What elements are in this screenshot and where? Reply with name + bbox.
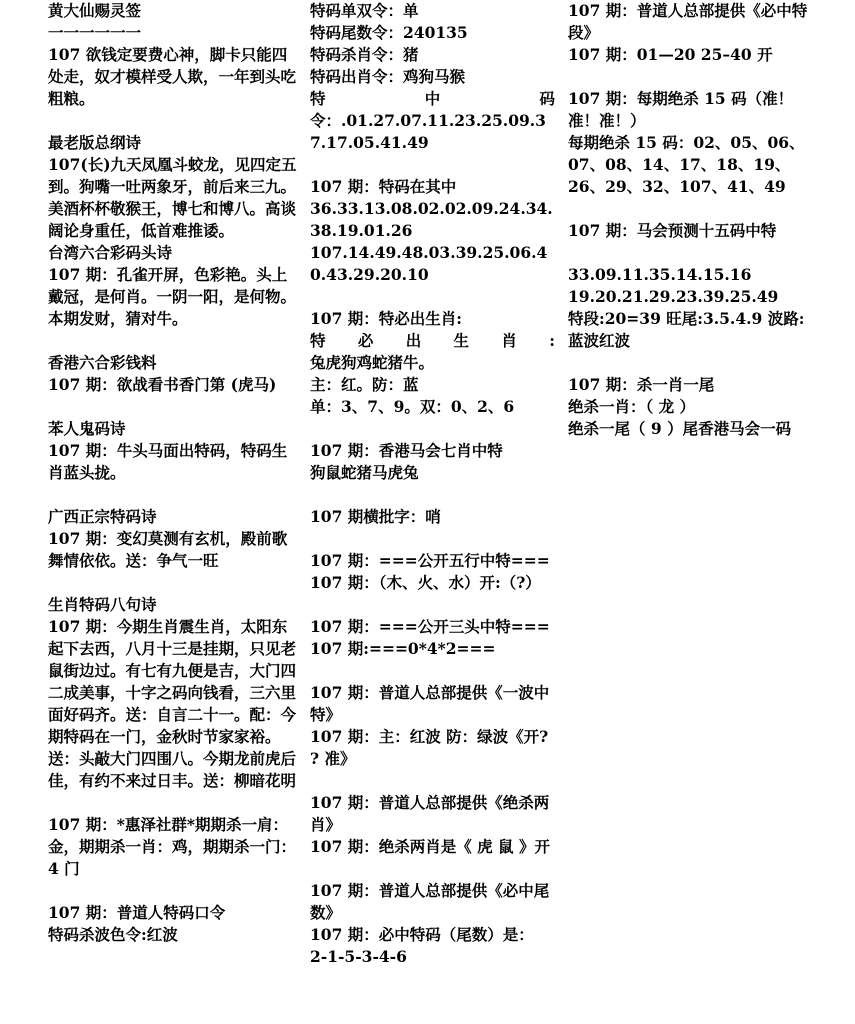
paragraph-guangxi-poem: 107 期：变幻莫测有玄机，殿前歌舞情依依。送：争气一旺 xyxy=(48,529,288,570)
kill-fifteen-numbers: 每期绝杀 15 码：02、05、06、07、08、14、17、18、19、26、29、32、107、41、49 xyxy=(568,133,805,196)
paragraph-command-wave: 特码杀波色令:红波 xyxy=(48,925,178,944)
out-zodiac-command: 特码出肖令：鸡狗马猴 xyxy=(310,67,466,86)
must-zodiac-heading: 107 期：特必出生肖: xyxy=(310,309,462,328)
one-wave-heading: 107 期：普道人总部提供《一波中特》 xyxy=(310,683,550,724)
fifteen-codes-row-2: 19.20.21.29.23.39.25.49 xyxy=(568,287,779,306)
paragraph-hk-money: 107 期：欲战看书香门第 (虎马) xyxy=(48,375,277,394)
kill-one-tail: 绝杀一尾（ 9 ）尾香港马会一码 xyxy=(568,419,792,438)
special-code-heading: 特 中 码 xyxy=(310,89,555,108)
paragraph-ghost-poem: 107 期：牛头马面出特码，特码生肖蓝头拢。 xyxy=(48,441,288,482)
title-guangxi-poem: 广西正宗特码诗 xyxy=(48,507,157,526)
three-heads-value: 107 期:===0*4*2=== xyxy=(310,639,496,658)
segment-tail-wave: 特段:20=39 旺尾:3.5.4.9 波路:蓝波红波 xyxy=(568,309,805,350)
five-elements-heading: 107 期：===公开五行中特=== xyxy=(310,551,550,570)
spacer xyxy=(310,594,555,616)
paragraph-fortune: 107 欲钱定要费心神，脚卡只能四处走，奴才模样受人欺，一年到头吃粗粮。 xyxy=(48,45,297,108)
kill-two-value: 107 期：绝杀两肖是《 虎 鼠 》开 xyxy=(310,837,550,856)
kill-one-heading: 107 期：杀一肖一尾 xyxy=(568,375,715,394)
three-heads-heading: 107 期：===公开三头中特=== xyxy=(310,617,550,636)
special-segment-value: 107 期：01—20 25–40 开 xyxy=(568,45,773,64)
title-zonggang-poem: 最老版总纲诗 xyxy=(48,133,142,152)
kill-one-zodiac: 绝杀一肖：（ 龙 ） xyxy=(568,397,696,416)
paragraph-zonggang-poem: 107(长)九天凤凰斗蛟龙，见四定五到。狗嘴一吐两象牙，前后来三九。美酒杯杯敬猴王，博七和博八。高谈阔论身重任，低首难推诿。 xyxy=(48,155,297,240)
seven-zodiac-heading: 107 期：香港马会七肖中特 xyxy=(310,441,503,460)
tail-numbers-label: 107 期：必中特码（尾数）是： xyxy=(310,925,534,944)
kill-fifteen-heading: 107 期：每期绝杀 15 码（准！准！准！） xyxy=(568,89,794,130)
special-code-numbers: 令：.01.27.07.11.23.25.09.37.17.05.41.49 xyxy=(310,111,546,152)
paragraph-command-head: 107 期：普道人特码口令 xyxy=(48,903,226,922)
kill-two-heading: 107 期：普道人总部提供《绝杀两肖》 xyxy=(310,793,550,834)
middle-column xyxy=(310,0,555,968)
paragraph-kill-one: 107 期：*惠泽社群*期期杀一肩：金，期期杀一肖：鸡，期期杀一门：4 门 xyxy=(48,815,297,878)
seven-zodiac-animals: 狗鼠蛇猪马虎兔 xyxy=(310,463,419,482)
kill-zodiac-command: 特码杀肖令：猪 xyxy=(310,45,419,64)
special-segment-heading: 107 期：普道人总部提供《必中特段》 xyxy=(568,1,808,42)
must-zodiac-animals: 兔虎狗鸡蛇猪牛。 xyxy=(310,353,435,372)
title-ghost-poem: 苯人鬼码诗 xyxy=(48,419,126,438)
title-hk-money: 香港六合彩钱料 xyxy=(48,353,157,372)
block-in-it-numbers-2: 107.14.49.48.03.39.25.06.40.43.29.20.10 xyxy=(310,243,548,284)
right-column xyxy=(568,0,818,440)
spacer xyxy=(310,660,555,682)
tail-numbers-value: 2-1-5-3-4-6 xyxy=(310,947,407,966)
fifteen-codes-row-1: 33.09.11.35.14.15.16 xyxy=(568,265,752,284)
paragraph-taiwan-poem: 107 期：孔雀开屏，色彩艳。头上戴冠，是何肖。一阴一阳，是何物。本期发财，猜对牛。 xyxy=(48,265,297,328)
must-zodiac-wave: 主：红。防：蓝 xyxy=(310,375,419,394)
must-zodiac-parity: 单：3、7、9。双：0、2、6 xyxy=(310,397,515,416)
tail-numbers-heading: 107 期：普道人总部提供《必中尾数》 xyxy=(310,881,550,922)
title-huang-da-xian: 黄大仙赐灵签 xyxy=(48,1,142,20)
must-zodiac-spaced: 特 必 出 生 肖 : xyxy=(310,331,555,350)
block-in-it-numbers-1: 36.33.13.08.02.02.09.24.34.38.19.01.26 xyxy=(310,199,553,240)
five-elements-open: 107 期：（木、火、水）开:（?） xyxy=(310,573,541,592)
odd-even-command: 特码单双令：单 xyxy=(310,1,419,20)
title-zodiac-poem: 生肖特码八句诗 xyxy=(48,595,157,614)
paragraph-zodiac-poem: 107 期：今期生肖震生肖，太阳东起下去西，八月十三是挂期，只见老鼠街边过。有七有九便是吉，大门四二成美事，十字之码向钱看，三六里面好码齐。送：自言二十一。配：今期特码在一门，金秋时节家家裕。送：头敲大门四围八。今期龙前虎后佳，有约不来过日丰。送：柳暗花明 xyxy=(48,617,297,790)
left-column xyxy=(48,0,298,946)
tail-number-command: 特码尾数令：240135 xyxy=(310,23,468,42)
block-in-it-heading: 107 期：特码在其中 xyxy=(310,177,457,196)
fifteen-codes-heading: 107 期：马会预测十五码中特 xyxy=(568,221,777,240)
horizontal-word: 107 期横批字：哨 xyxy=(310,507,441,526)
one-wave-value: 107 期：主：红波 防：绿波《开? ? 准》 xyxy=(310,727,549,768)
title-subline: 一一一一一一 xyxy=(48,23,142,42)
title-taiwan-poem: 台湾六合彩码头诗 xyxy=(48,243,173,262)
